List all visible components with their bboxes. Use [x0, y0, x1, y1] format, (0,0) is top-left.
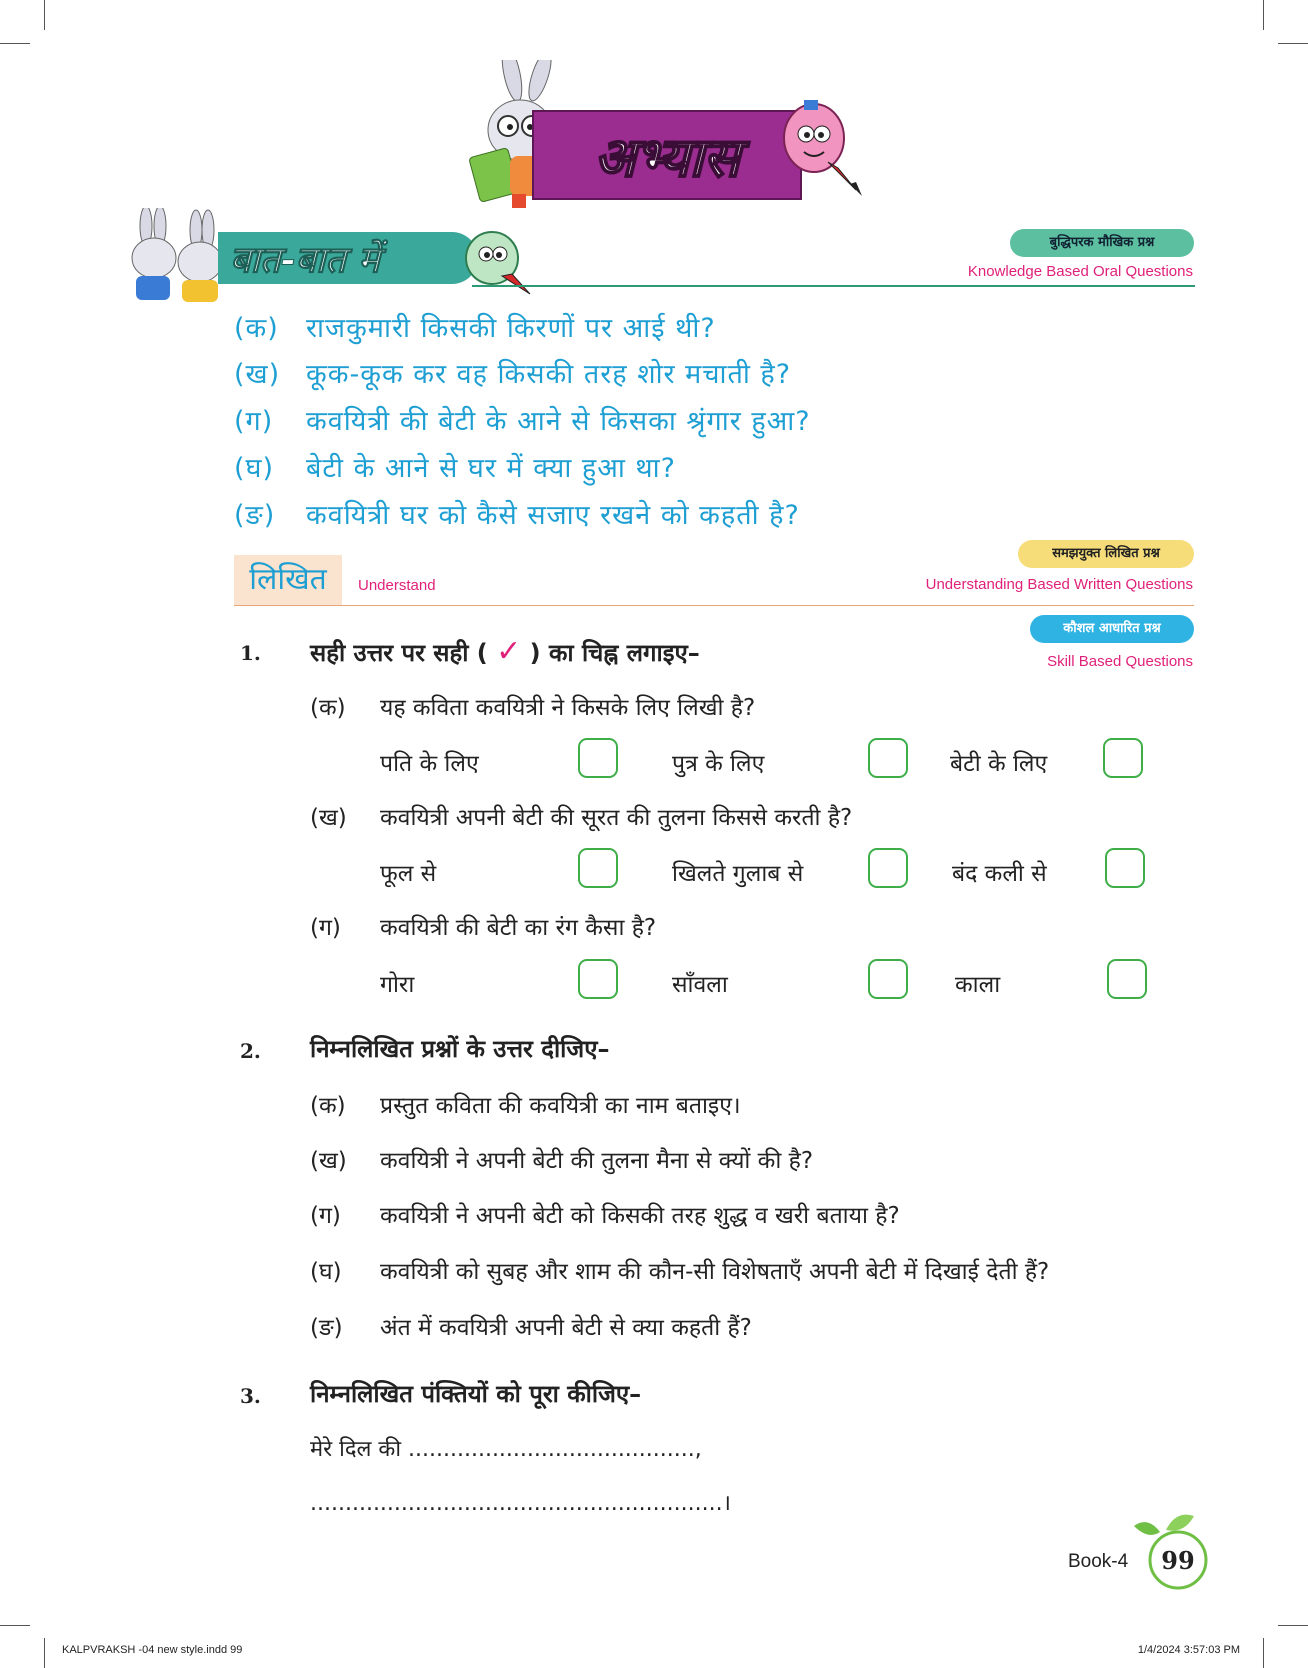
written-question-subtitle: Understanding Based Written Questions — [925, 576, 1193, 593]
q1-item-3-option-1: गोरा — [380, 972, 415, 998]
skill-question-tag: कौशल आधारित प्रश्न — [1030, 615, 1194, 643]
q1-item-3-checkbox-1[interactable] — [578, 959, 618, 999]
bulb-mascot-icon — [458, 226, 538, 298]
q1-item-2-checkbox-3[interactable] — [1105, 848, 1145, 888]
written-section-rule — [234, 605, 1194, 606]
q1-item-3: (ग) कवयित्री की बेटी का रंग कैसा है? — [310, 915, 657, 941]
q1-item-1-checkbox-1[interactable] — [578, 738, 618, 778]
q1-item-3-option-3: काला — [955, 972, 1001, 998]
q1-item-1: (क) यह कविता कवयित्री ने किसके लिए लिखी है? — [310, 695, 756, 721]
q2-item-2: (ख) कवयित्री ने अपनी बेटी की तुलना मैना से क्यों की है? — [310, 1148, 814, 1174]
oral-question-3: (ग) कवयित्री की बेटी के आने से किसका श्रृंगार हुआ? — [234, 406, 811, 437]
skill-question-subtitle: Skill Based Questions — [1047, 653, 1193, 670]
rabbits-illustration — [110, 208, 230, 308]
q3-line-2[interactable]: ...........................................................। — [310, 1491, 731, 1516]
q2-item-3: (ग) कवयित्री ने अपनी बेटी को किसकी तरह शुद्ध व खरी बताया है? — [310, 1203, 900, 1229]
page-number: 99 — [1161, 1546, 1195, 1575]
q1-item-1-checkbox-2[interactable] — [868, 738, 908, 778]
q1-item-2-checkbox-2[interactable] — [868, 848, 908, 888]
oral-section-title-bar — [218, 232, 478, 284]
oral-question-tag: बुद्धिपरक मौखिक प्रश्न — [1010, 229, 1194, 257]
q1-item-1-option-1: पति के लिए — [380, 751, 479, 777]
q1-item-2-checkbox-1[interactable] — [578, 848, 618, 888]
q1-item-1-checkbox-3[interactable] — [1103, 738, 1143, 778]
pencil-mascot-illustration — [778, 98, 864, 198]
q3-number: 3. — [240, 1384, 261, 1408]
q1-item-2-option-3: बंद कली से — [952, 861, 1047, 887]
q2-item-1: (क) प्रस्तुत कविता की कवयित्री का नाम बताइए। — [310, 1093, 741, 1119]
q2-heading: निम्नलिखित प्रश्नों के उत्तर दीजिए– — [310, 1035, 610, 1063]
written-question-tag: समझयुक्त लिखित प्रश्न — [1018, 540, 1194, 568]
q1-item-3-checkbox-3[interactable] — [1107, 959, 1147, 999]
q1-item-2-option-1: फूल से — [380, 861, 437, 887]
written-level-label: Understand — [358, 577, 436, 594]
check-mark-icon: ✓ — [496, 634, 522, 669]
oral-section-rule — [472, 285, 1195, 287]
q2-item-4: (घ) कवयित्री को सुबह और शाम की कौन-सी विशेषताएँ अपनी बेटी में दिखाई देती हैं? — [310, 1259, 1050, 1285]
q1-heading: सही उत्तर पर सही ( ✓ ) का चिह्न लगाइए– — [310, 634, 700, 669]
book-label: Book-4 — [1068, 1551, 1129, 1572]
exercise-title-banner — [532, 110, 802, 200]
q2-number: 2. — [240, 1039, 261, 1063]
q2-item-5: (ङ) अंत में कवयित्री अपनी बेटी से क्या कहती हैं? — [310, 1315, 752, 1341]
oral-section-title: बात-बात में — [230, 238, 380, 281]
footer-file: KALPVRAKSH -04 new style.indd 99 — [62, 1644, 243, 1656]
header-banner — [460, 60, 860, 210]
oral-question-2: (ख) कूक-कूक कर वह किसकी तरह शोर मचाती है? — [234, 359, 792, 390]
footer-timestamp: 1/4/2024 3:57:03 PM — [1137, 1644, 1240, 1656]
q1-item-3-option-2: साँवला — [672, 972, 728, 998]
q1-item-2-option-2: खिलते गुलाब से — [672, 861, 804, 887]
written-section-title: लिखित — [234, 555, 342, 605]
q3-line-1[interactable]: मेरे दिल की ........................................., — [310, 1437, 702, 1462]
oral-question-1: (क) राजकुमारी किसकी किरणों पर आई थी? — [234, 313, 716, 344]
q1-number: 1. — [240, 641, 261, 665]
oral-question-4: (घ) बेटी के आने से घर में क्या हुआ था? — [234, 453, 676, 484]
q3-heading: निम्नलिखित पंक्तियों को पूरा कीजिए– — [310, 1380, 642, 1408]
oral-question-subtitle: Knowledge Based Oral Questions — [967, 263, 1193, 280]
q1-item-1-option-3: बेटी के लिए — [950, 751, 1048, 777]
oral-question-5: (ङ) कवयित्री घर को कैसे सजाए रखने को कहती है? — [234, 500, 800, 531]
q1-item-2: (ख) कवयित्री अपनी बेटी की सूरत की तुलना किससे करती है? — [310, 805, 853, 831]
q1-item-3-checkbox-2[interactable] — [868, 959, 908, 999]
exercise-title: अभ्यास — [594, 125, 740, 189]
q1-item-1-option-2: पुत्र के लिए — [672, 751, 765, 777]
